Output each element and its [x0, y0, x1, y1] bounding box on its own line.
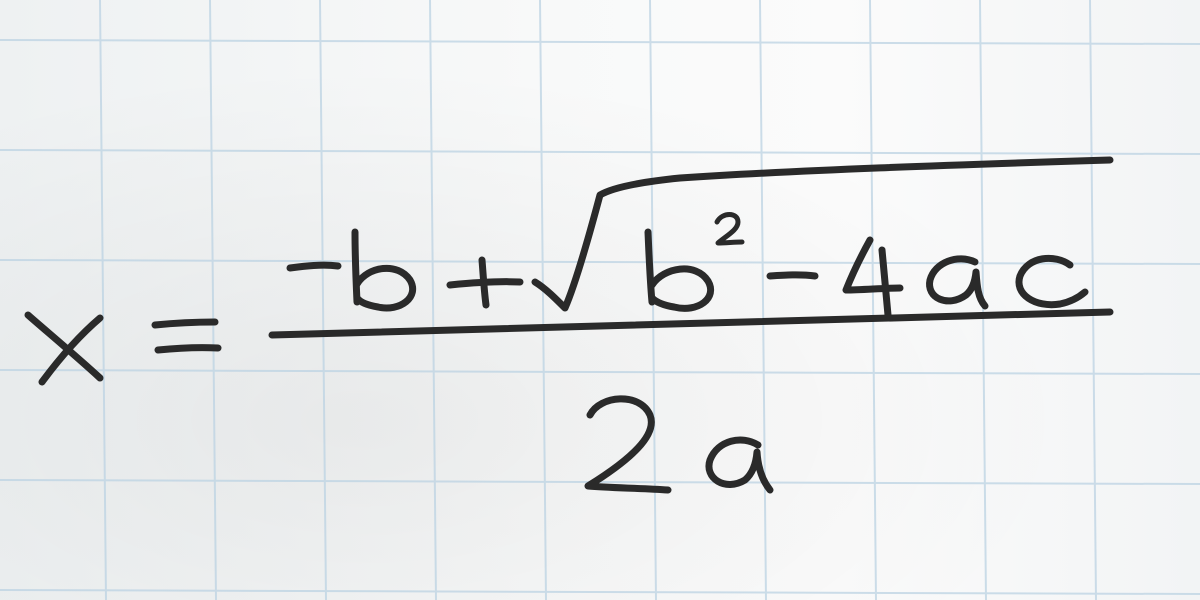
handwritten-denominator [588, 399, 770, 490]
handwritten-x [28, 315, 100, 382]
fraction-bar [272, 312, 1110, 335]
handwritten-equals [155, 322, 218, 350]
handwritten-numerator [290, 160, 1110, 315]
